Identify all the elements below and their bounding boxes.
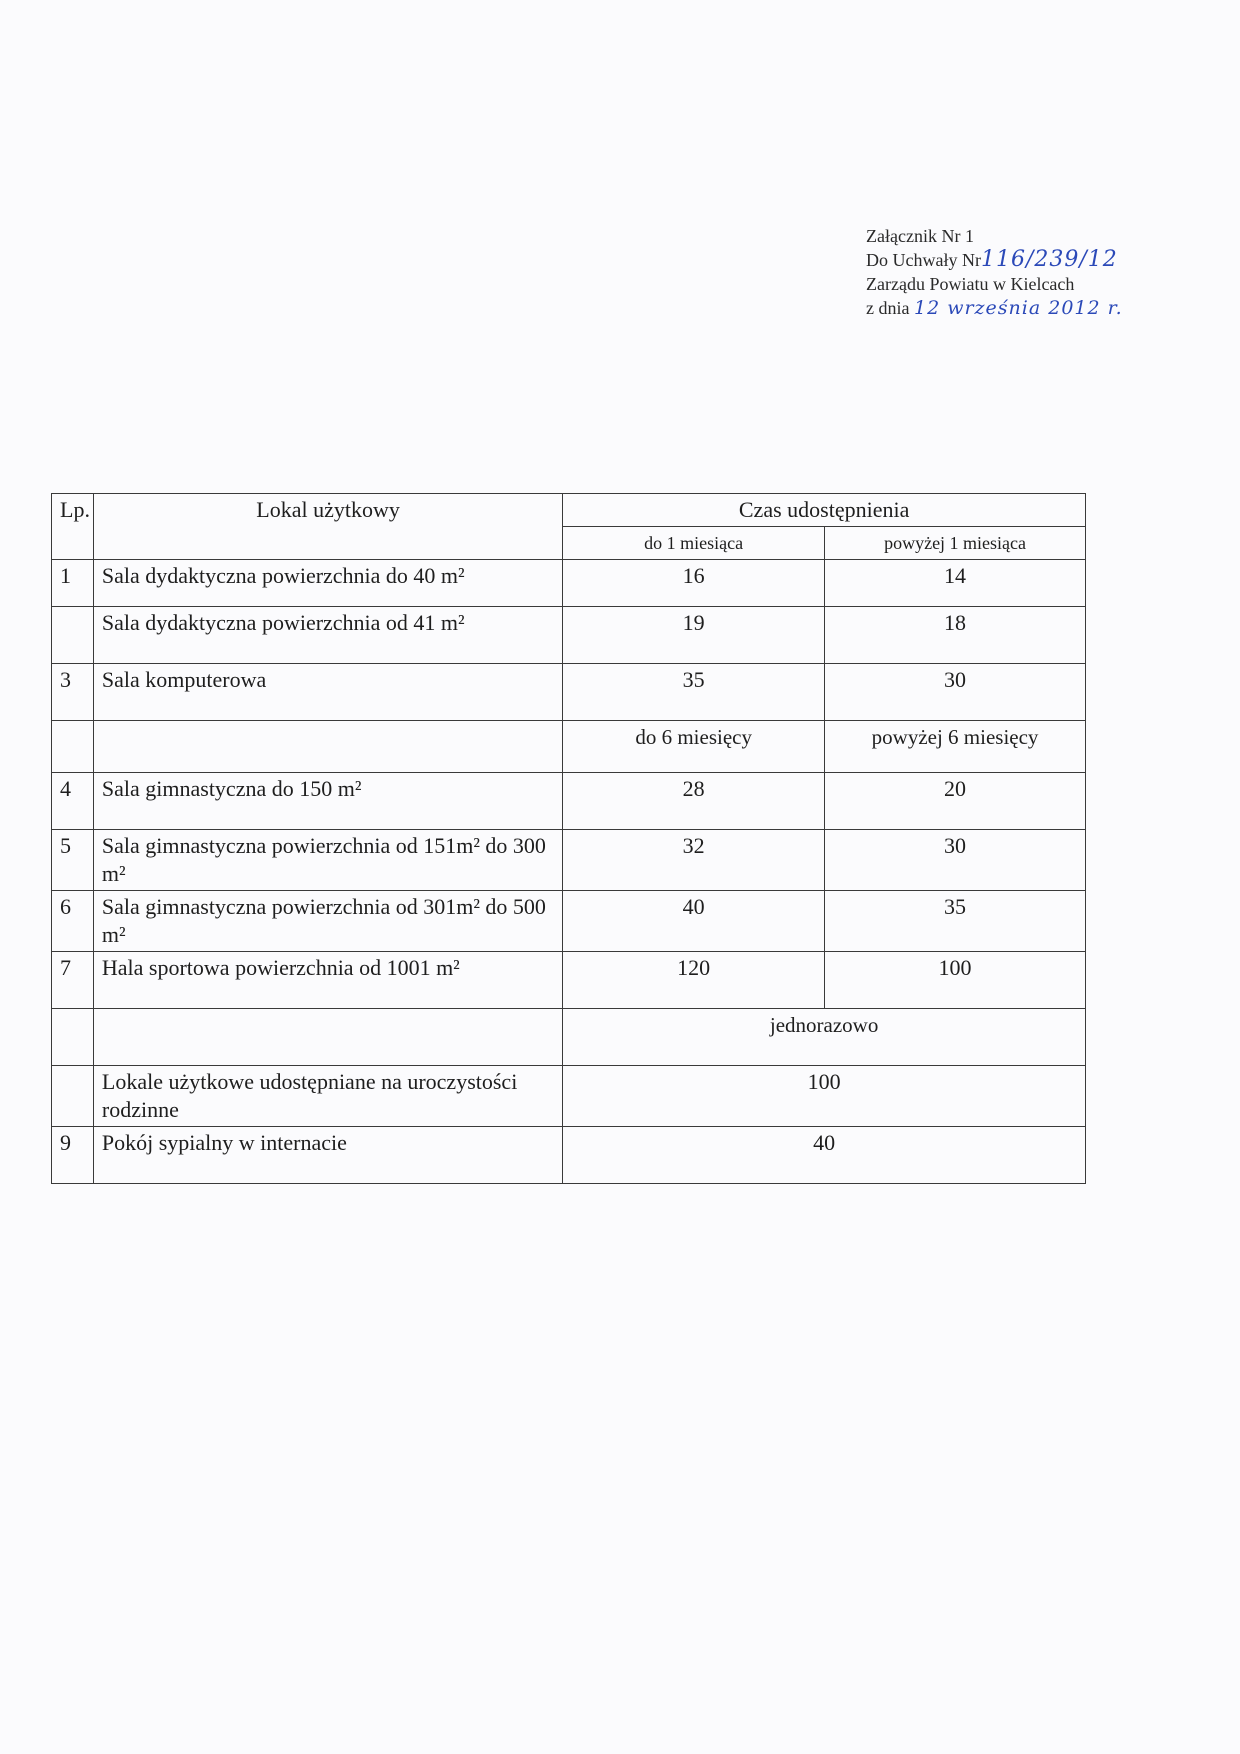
row-value-long: 20 — [825, 773, 1086, 830]
row-value-long: 18 — [825, 607, 1086, 664]
empty-cell — [93, 1009, 562, 1066]
row-name: Sala gimnastyczna powierzchnia od 151m² do 300 m² — [93, 830, 562, 891]
row-name: Hala sportowa powierzchnia od 1001 m² — [93, 952, 562, 1009]
row-value: 100 — [563, 1066, 1086, 1127]
date-label: z dnia — [866, 298, 910, 318]
subheader-one-time: jednorazowo — [563, 1009, 1086, 1066]
row-name: Sala gimnastyczna powierzchnia od 301m² do 500 m² — [93, 891, 562, 952]
table-row — [52, 952, 1086, 1009]
row-name: Lokale użytkowe udostępniane na uroczystości rodzinne — [93, 1066, 562, 1127]
subheader-6-long: powyżej 6 miesięcy — [825, 721, 1086, 773]
row-value-short: 40 — [563, 891, 825, 952]
table-row — [52, 664, 1086, 721]
table-header-row — [52, 494, 1086, 527]
empty-cell — [52, 721, 94, 773]
row-value-short: 16 — [563, 560, 825, 607]
attachment-number: Załącznik Nr 1 — [866, 226, 974, 246]
table-row — [52, 891, 1086, 952]
row-value-long: 30 — [825, 664, 1086, 721]
date-handwritten: 12 września 2012 r. — [913, 297, 1123, 319]
section-header-row — [52, 1009, 1086, 1066]
table-row — [52, 607, 1086, 664]
empty-cell — [93, 721, 562, 773]
row-name: Sala komputerowa — [93, 664, 562, 721]
row-lp: 6 — [52, 891, 94, 952]
row-lp: 9 — [52, 1127, 94, 1184]
row-value-short: 35 — [563, 664, 825, 721]
table-row — [52, 560, 1086, 607]
attachment-header — [866, 224, 1123, 320]
section-header-row — [52, 721, 1086, 773]
row-lp: 3 — [52, 664, 94, 721]
row-value-long: 14 — [825, 560, 1086, 607]
row-lp: 7 — [52, 952, 94, 1009]
row-value-short: 19 — [563, 607, 825, 664]
table-row — [52, 1066, 1086, 1127]
table-row — [52, 773, 1086, 830]
row-value-long: 35 — [825, 891, 1086, 952]
board-name: Zarządu Powiatu w Kielcach — [866, 274, 1075, 294]
subheader-6-short: do 6 miesięcy — [563, 721, 825, 773]
row-lp: 1 — [52, 560, 94, 607]
row-value-long: 100 — [825, 952, 1086, 1009]
row-lp: 5 — [52, 830, 94, 891]
row-lp — [52, 607, 94, 664]
row-value-long: 30 — [825, 830, 1086, 891]
header-lp: Lp. — [52, 494, 94, 560]
subheader-long: powyżej 1 miesiąca — [825, 527, 1086, 560]
resolution-number-line — [866, 248, 1123, 272]
row-lp — [52, 1066, 94, 1127]
resolution-label: Do Uchwały Nr — [866, 250, 981, 270]
row-value: 40 — [563, 1127, 1086, 1184]
empty-cell — [52, 1009, 94, 1066]
row-lp: 4 — [52, 773, 94, 830]
resolution-number-handwritten: 116/239/12 — [980, 247, 1118, 272]
date-line — [866, 296, 1123, 320]
row-value-short: 28 — [563, 773, 825, 830]
row-value-short: 32 — [563, 830, 825, 891]
rates-table — [51, 493, 1086, 1184]
row-name: Pokój sypialny w internacie — [93, 1127, 562, 1184]
table-row — [52, 830, 1086, 891]
header-czas: Czas udostępnienia — [563, 494, 1086, 527]
row-name: Sala dydaktyczna powierzchnia do 40 m² — [93, 560, 562, 607]
header-lokal: Lokal użytkowy — [93, 494, 562, 560]
row-value-short: 120 — [563, 952, 825, 1009]
table-row — [52, 1127, 1086, 1184]
subheader-short: do 1 miesiąca — [563, 527, 825, 560]
row-name: Sala dydaktyczna powierzchnia od 41 m² — [93, 607, 562, 664]
row-name: Sala gimnastyczna do 150 m² — [93, 773, 562, 830]
